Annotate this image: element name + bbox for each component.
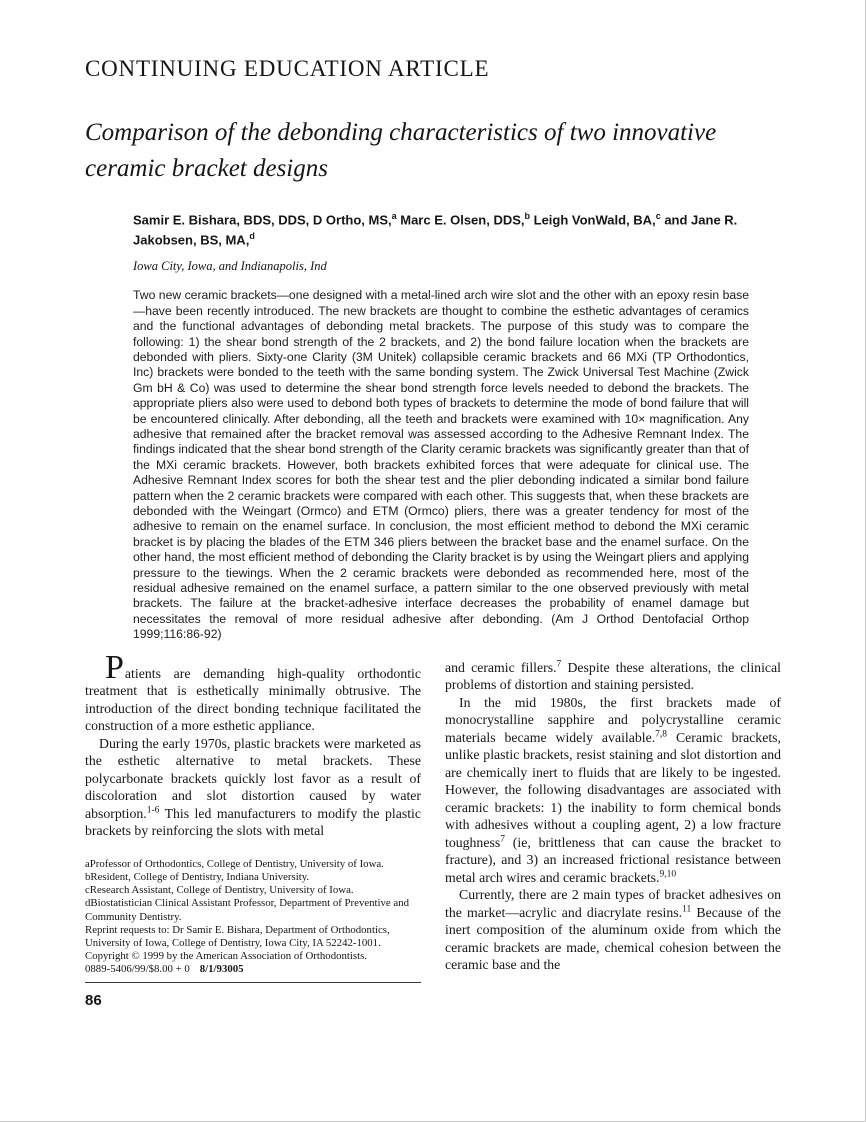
- footnote-line: Copyright © 1999 by the American Association of Orthodontists.: [85, 950, 367, 963]
- abstract-text: Two new ceramic brackets—one designed with a metal-lined arch wire slot and the other with an epoxy resin base—have been recently introduced. The new brackets are thought to combine the esthetic advantages of ceramics and the functional advantages of debonding metal brackets. The purpose of this study was to compare the following: 1) the shear bond strength of the 2 brackets, and 2) the bond failure location when the brackets are debonded with pliers. Sixty-one Clarity (3M Unitek) collapsible ceramic brackets and 66 MXi (TP Orthodontics, Inc) brackets were bonded to the teeth with the same bonding system. The Zwick Universal Test Machine (Zwick Gm bH & Co) was used to determine the shear bond strength force levels needed to debond the brackets. The appropriate pliers also were used to debond both types of brackets to determine the mode of bond failure that will be encountered clinically. After debonding, all the teeth and brackets were examined with 10× magnification. Any adhesive that remained after the bracket removal was assessed according to the Adhesive Remnant Index. The findings indicated that the shear bond strength of the Clarity ceramic brackets was significantly greater than that of the MXi ceramic brackets. However, both brackets exhibited forces that were adequate for clinical use. The Adhesive Remnant Index scores for both the shear test and the plier debonding indicated a similar bond failure pattern when the 2 ceramic brackets were compared with each other. This suggests that, when these brackets are debonded with the Weingart (Ormco) and ETM (Ormco) pliers, there was a greater tendency for most of the adhesive to remain on the enamel surface. In conclusion, the most efficient method to debond the MXi ceramic bracket is by placing the blades of the ETM 346 pliers between the bracket base and the enamel surface. On the other hand, the most efficient method of debonding the Clarity bracket is by using the Weingart pliers and applying pressure to the tiewings. When the 2 ceramic brackets were debonded as recommended here, most of the residual adhesive remained on the enamel surface, a pattern similar to the one observed previously with metal brackets. The failure at the bracket-adhesive interface decreases the probability of enamel damage but necessitates the removal of more residual adhesive after debonding. (Am J Orthod Dentofacial Orthop 1999;116:86-92): [133, 288, 749, 642]
- footnotes-block: [85, 858, 421, 977]
- footnote-line: cResearch Assistant, College of Dentistry, University of Iowa.: [85, 884, 354, 897]
- body-paragraph: and ceramic fillers.$^7$ Despite these alterations, the clinical problems of distortion and staining persisted.: [445, 659, 781, 693]
- footer-rule: [85, 982, 421, 983]
- body-paragraph: [85, 648, 421, 735]
- authors-line: Samir E. Bishara, BDS, DDS, D Ortho, MS,$^a$ Marc E. Olsen, DDS,$^b$ Leigh VonWald, BA,$^c$ and Jane R. Jakobsen, BS, MA,$^d$: [133, 211, 738, 248]
- left-column: [85, 648, 421, 1009]
- page-number: 86: [85, 991, 102, 1009]
- body-paragraph: In the mid 1980s, the first brackets made of monocrystalline sapphire and polycrystalline ceramic materials became widely available.$^{7,8}$ Ceramic brackets, unlike plastic brackets, resist staining and slot distortion and are chemically inert to fluids that are likely to be ingested. However, the following disadvantages are associated with ceramic brackets: 1) the inability to form chemical bonds with adhesives without a coupling agent, 2) a low fracture toughness$^7$ (ie, brittleness that can cause the bracket to fracture), and 3) an increased frictional resistance between metal arch wires and ceramic brackets.$^{9,10}$: [445, 694, 781, 885]
- right-column: [445, 659, 781, 1009]
- issn-text: 0889-5406/99/$8.00 + 0: [85, 963, 190, 976]
- affiliation-line: Iowa City, Iowa, and Indianapolis, Ind: [133, 259, 327, 274]
- body-columns: [85, 648, 781, 1009]
- body-paragraph: Currently, there are 2 main types of bracket adhesives on the market—acrylic and diacrylate resins.$^{11}$ Because of the inert composition of the aluminum oxide from which the ceramic brackets are made, chemical cohesion between the ceramic base and the: [445, 887, 781, 973]
- article-title: Comparison of the debonding characteristics of two innovative ceramic bracket designs: [85, 119, 717, 182]
- footnote-line: Reprint requests to: Dr Samir E. Bishara, Department of Orthodontics, University of Iowa, College of Dentistry, Iowa City, IA 52242-1001.: [85, 923, 390, 949]
- paragraph-text: atients are demanding high-quality orthodontic treatment that is esthetically minimally obtrusive. The introduction of the direct bonding technique facilitated the construction of a more esthetic appliance.: [85, 665, 421, 734]
- footnote-issn-line: [85, 963, 421, 976]
- footnote-line: bResident, College of Dentistry, Indiana University.: [85, 870, 310, 883]
- front-matter: [133, 210, 749, 643]
- manuscript-code: 8/1/93005: [199, 963, 244, 976]
- page-content: [85, 56, 781, 1009]
- drop-cap: P: [105, 648, 124, 686]
- section-heading: CONTINUING EDUCATION ARTICLE: [85, 56, 490, 81]
- body-paragraph: During the early 1970s, plastic brackets were marketed as the esthetic alternative to metal brackets. These polycarbonate brackets quickly lost favor as a result of discoloration and slot distortion caused by water absorption.$^{1-6}$ This led manufacturers to modify the plastic brackets by reinforcing the slots with metal: [85, 735, 421, 839]
- footnote-line: dBiostatistician Clinical Assistant Professor, Department of Preventive and Community Dentistry.: [85, 897, 410, 923]
- footnote-line: aProfessor of Orthodontics, College of Dentistry, University of Iowa.: [85, 857, 384, 870]
